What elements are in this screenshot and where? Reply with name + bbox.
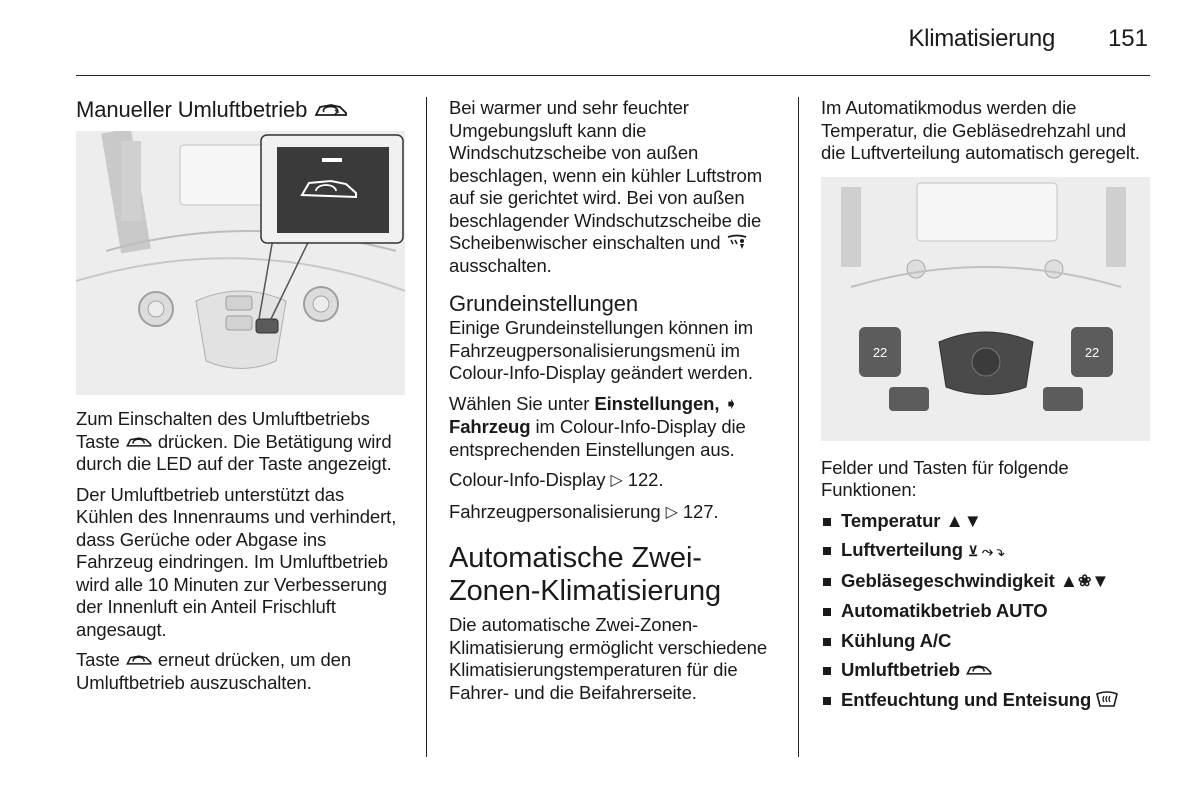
paragraph-fog: Bei warmer und sehr feuchter Umgebungsluft kann die Windschutzscheibe von außen beschlagen, wenn ein kühler Luftstrom auf sie gerichtet wird. Bei von außen beschlagender Windschutzscheibe die Scheibenwischer einschalten und ausschalten. — [449, 97, 763, 276]
column-divider-2 — [798, 97, 799, 757]
page-number: 151 — [1107, 25, 1148, 52]
climate-panel-figure — [821, 177, 1150, 441]
paragraph-basic-settings: Einige Grundeinstellungen können im Fahrzeugpersonalisierungsmenü im Colour-Info-Display geändert werden. — [449, 317, 754, 383]
air-distribution-icons: ⊻ ⤳ ⤵ — [967, 543, 1005, 559]
recirculation-icon — [125, 653, 153, 667]
paragraph-functions: Felder und Tasten für folgende Funktionen: — [821, 456, 1069, 500]
paragraph-1: Zum Einschalten des Umluftbetriebs Taste drücken. Die Betätigung wird durch die LED auf der Taste angezeigt. — [76, 408, 392, 474]
recirculation-button-figure — [76, 131, 405, 395]
svg-text:22: 22 — [1084, 344, 1100, 360]
defrost-icon — [1096, 690, 1118, 708]
list-item-temperature: Temperatur ▲▼ — [821, 510, 1151, 533]
cross-reference-display[interactable]: Colour-Info-Display ▷ 122. — [449, 469, 781, 493]
column-3 — [821, 97, 1151, 718]
list-item-recirculation: Umluftbetrieb — [821, 659, 1151, 682]
paragraph-climate-control: Die automatische Zwei-Zonen-Klimatisierung ermöglicht verschiedene Klimatisierungstemperaturen für die Fahrer- und die Beifahrerseite. — [449, 614, 768, 703]
function-list — [821, 510, 1151, 712]
column-divider-1 — [426, 97, 427, 757]
paragraph-2: Der Umluftbetrieb unterstützt das Kühlen des Innenraums und verhindert, dass Gerüche oder Abgase ins Fahrzeug eindringen. Im Umluftbetrieb wird alle 10 Minuten zur Verbesserung der Innenluft ein Anteil Frischluft angesaugt. — [76, 483, 397, 640]
paragraph-3: Taste erneut drücken, um den Umluftbetrieb auszuschalten. — [76, 649, 352, 693]
list-item-ac: Kühlung A/C — [821, 630, 1151, 653]
section-heading: Manueller Umluftbetrieb — [76, 97, 406, 123]
list-item-fan-speed: Gebläsegeschwindigkeit ▲❀▼ — [821, 570, 1151, 594]
paragraph-select-settings: Wählen Sie unter Einstellungen, ➧ Fahrzeug im Colour-Info-Display die entsprechenden Einstellungen aus. — [449, 392, 746, 460]
heading-basic-settings: Grundeinstellungen — [449, 291, 639, 316]
windscreen-air-icon — [726, 234, 748, 250]
paragraph-auto-mode: Im Automatikmodus werden die Temperatur, die Gebläsedrehzahl und die Luftverteilung automatisch geregelt. — [821, 97, 1140, 163]
reference-arrow-icon: ▷ — [665, 503, 678, 521]
heading-climate-control: Automatische Zwei-Zonen-Klimatisierung — [449, 542, 722, 607]
svg-text:22: 22 — [872, 344, 888, 360]
recirculation-icon — [965, 663, 993, 677]
column-2 — [449, 97, 781, 712]
list-item-air-distribution: Luftverteilung ⊻ ⤳ ⤵ — [821, 539, 1151, 563]
fan-icon: ❀ — [1077, 572, 1092, 590]
recirculation-icon — [313, 101, 349, 119]
chapter-title: Klimatisierung — [908, 25, 1055, 52]
recirculation-icon — [125, 435, 153, 449]
reference-arrow-icon: ▷ — [610, 472, 623, 489]
list-item-defrost: Entfeuchtung und Enteisung — [821, 689, 1151, 712]
column-1 — [76, 97, 406, 702]
cross-reference-personalisation[interactable]: Fahrzeugpersonalisierung ▷ 127. — [449, 501, 781, 525]
list-item-auto: Automatikbetrieb AUTO — [821, 600, 1151, 623]
header-rule — [76, 75, 1150, 76]
menu-arrow-icon: ➧ — [724, 395, 738, 413]
